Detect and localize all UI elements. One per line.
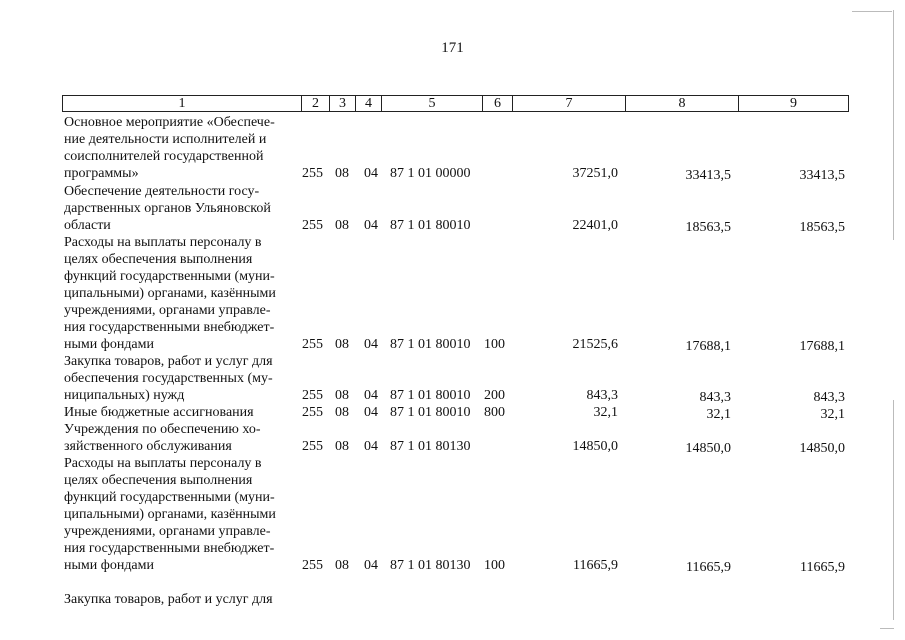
cell-c5: 87 1 01 80130 — [390, 439, 471, 454]
header-col-7: 7 — [512, 96, 625, 111]
cell-c7: 22401,0 — [572, 218, 618, 233]
cell-c7: 11665,9 — [573, 558, 618, 573]
cell-c3: 08 — [335, 439, 349, 454]
row-description — [64, 421, 300, 455]
cell-c5: 87 1 01 80010 — [390, 218, 471, 233]
description-line: Расходы на выплаты персоналу в — [64, 235, 262, 250]
cell-c4: 04 — [364, 439, 378, 454]
row-description — [64, 404, 300, 421]
cell-c2: 255 — [302, 388, 323, 403]
cell-c4: 04 — [364, 388, 378, 403]
cell-c8: 33413,5 — [685, 168, 731, 183]
description-line: функций государственными (муни- — [64, 490, 275, 505]
description-line: ние деятельности исполнителей и — [64, 132, 267, 147]
description-line: Обеспечение деятельности госу- — [64, 184, 260, 199]
cell-c7: 37251,0 — [572, 166, 618, 181]
cell-c9: 843,3 — [813, 390, 845, 405]
description-line: Иные бюджетные ассигнования — [64, 405, 254, 420]
cell-c9: 14850,0 — [799, 441, 845, 456]
page-number: 171 — [441, 40, 464, 56]
cell-c7: 32,1 — [593, 405, 618, 420]
cell-c4: 04 — [364, 558, 378, 573]
header-col-1: 1 — [178, 96, 186, 111]
cell-c6: 100 — [484, 558, 505, 573]
cell-c2: 255 — [302, 405, 323, 420]
cell-c8: 18563,5 — [685, 220, 731, 235]
description-line: Учреждения по обеспечению хо- — [64, 422, 261, 437]
cell-c3: 08 — [335, 337, 349, 352]
cell-c3: 08 — [335, 218, 349, 233]
cell-c3: 08 — [335, 166, 349, 181]
cell-c9: 11665,9 — [800, 560, 845, 575]
cell-c9: 18563,5 — [799, 220, 845, 235]
description-line: ципальными) органами, казёнными — [64, 507, 276, 522]
scan-edge-mark — [893, 400, 894, 620]
cell-c9: 17688,1 — [799, 339, 845, 354]
description-line: ниципальных) нужд — [64, 388, 185, 403]
description-line: Основное мероприятие «Обеспече- — [64, 115, 275, 130]
description-line: ными фондами — [64, 337, 155, 352]
cell-c9: 32,1 — [820, 407, 845, 422]
cell-c7: 14850,0 — [572, 439, 618, 454]
cell-c2: 255 — [302, 558, 323, 573]
description-line: Расходы на выплаты персоналу в — [64, 456, 262, 471]
row-description — [64, 234, 300, 353]
description-line: целях обеспечения выполнения — [64, 252, 253, 267]
description-line: Закупка товаров, работ и услуг для — [64, 592, 273, 607]
description-line: ния государственными внебюджет- — [64, 320, 275, 335]
cell-c6: 100 — [484, 337, 505, 352]
cell-c9: 33413,5 — [799, 168, 845, 183]
cell-c5: 87 1 01 80010 — [390, 337, 471, 352]
cell-c3: 08 — [335, 558, 349, 573]
cell-c7: 843,3 — [586, 388, 618, 403]
cell-c6: 800 — [484, 405, 505, 420]
description-line: программы» — [64, 166, 139, 181]
row-description — [64, 114, 300, 182]
cell-c4: 04 — [364, 405, 378, 420]
header-col-3: 3 — [329, 96, 355, 111]
description-line: учреждениями, органами управле- — [64, 303, 271, 318]
header-col-2: 2 — [301, 96, 329, 111]
cell-c4: 04 — [364, 218, 378, 233]
cell-c8: 17688,1 — [685, 339, 731, 354]
cell-c2: 255 — [302, 218, 323, 233]
table-header — [62, 95, 849, 112]
description-line: ния государственными внебюджет- — [64, 541, 275, 556]
row-description — [64, 455, 300, 574]
cell-c6: 200 — [484, 388, 505, 403]
description-line: ципальными) органами, казёнными — [64, 286, 276, 301]
header-col-6: 6 — [482, 96, 512, 111]
cell-c3: 08 — [335, 405, 349, 420]
cell-c2: 255 — [302, 337, 323, 352]
description-line: зяйственного обслуживания — [64, 439, 232, 454]
cell-c5: 87 1 01 00000 — [390, 166, 471, 181]
description-line: функций государственными (муни- — [64, 269, 275, 284]
cell-c8: 11665,9 — [686, 560, 731, 575]
header-col-8: 8 — [625, 96, 738, 111]
scan-edge-mark — [880, 628, 894, 629]
scan-edge-mark — [852, 11, 892, 12]
cell-c5: 87 1 01 80010 — [390, 405, 471, 420]
cell-c4: 04 — [364, 166, 378, 181]
cell-c3: 08 — [335, 388, 349, 403]
row-description — [64, 353, 300, 404]
cell-c4: 04 — [364, 337, 378, 352]
row-description — [64, 183, 300, 234]
scan-edge-mark — [893, 10, 894, 240]
cell-c5: 87 1 01 80010 — [390, 388, 471, 403]
description-line: дарственных органов Ульяновской — [64, 201, 271, 216]
cell-c8: 14850,0 — [685, 441, 731, 456]
header-col-4: 4 — [355, 96, 381, 111]
description-line: целях обеспечения выполнения — [64, 473, 253, 488]
cell-c8: 843,3 — [699, 390, 731, 405]
cell-c2: 255 — [302, 166, 323, 181]
description-line: ными фондами — [64, 558, 155, 573]
row-description — [64, 591, 300, 608]
description-line: Закупка товаров, работ и услуг для — [64, 354, 273, 369]
header-col-5: 5 — [381, 96, 482, 111]
cell-c2: 255 — [302, 439, 323, 454]
description-line: соисполнителей государственной — [64, 149, 264, 164]
header-col-9: 9 — [738, 96, 848, 111]
description-line: учреждениями, органами управле- — [64, 524, 271, 539]
description-line: обеспечения государственных (му- — [64, 371, 273, 386]
cell-c8: 32,1 — [706, 407, 731, 422]
description-line: области — [64, 218, 111, 233]
cell-c5: 87 1 01 80130 — [390, 558, 471, 573]
cell-c7: 21525,6 — [572, 337, 618, 352]
